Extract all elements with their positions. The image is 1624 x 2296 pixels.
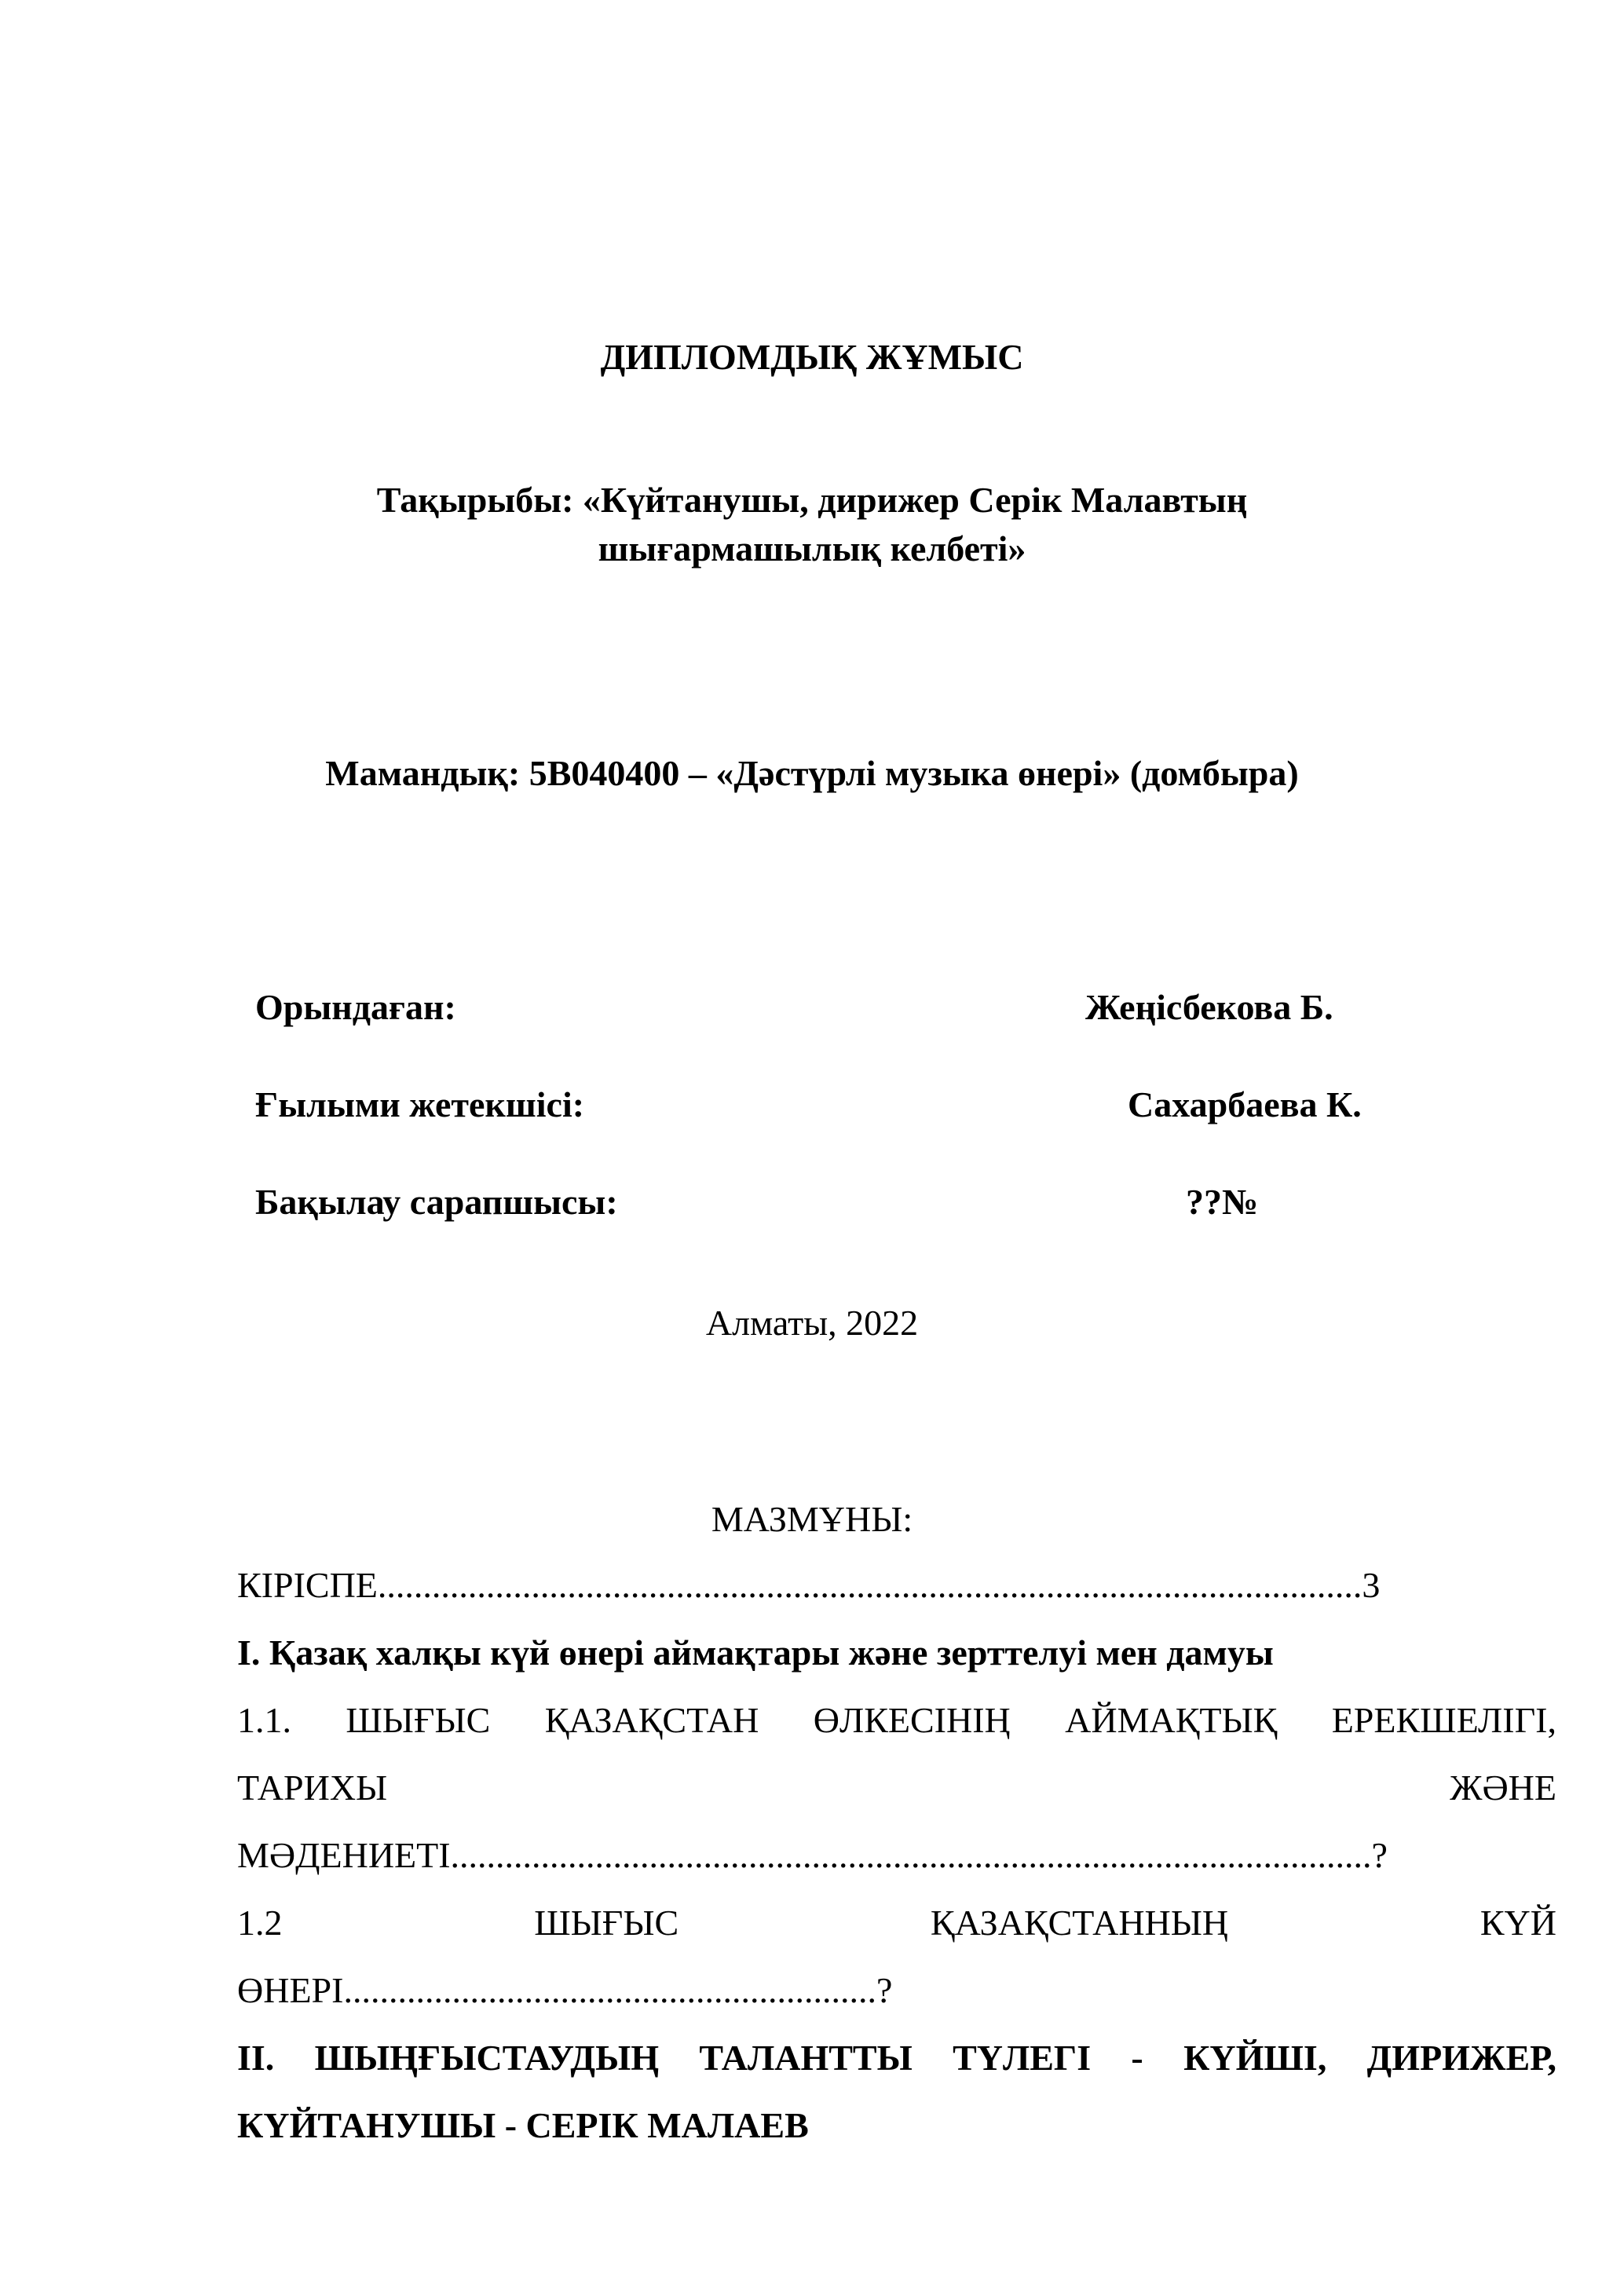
toc-chapter-2-line-2: КҮЙТАНУШЫ - СЕРІК МАЛАЕВ — [237, 2105, 809, 2145]
toc-word: ТАРИХЫ — [237, 1768, 388, 1808]
toc-word: ҚАЗАҚСТАН — [544, 1700, 759, 1740]
supervisor-label: Ғылыми жетекшісі: — [255, 1084, 585, 1124]
toc-word: ӨЛКЕСІНІҢ — [813, 1700, 1011, 1740]
toc-word: КҮЙ — [1480, 1903, 1556, 1943]
toc-chapter-2-line-1 — [237, 2037, 1556, 2078]
toc-word: 1.2 — [237, 1903, 283, 1943]
toc-section-1-1-line-3: МӘДЕНИЕТІ......................................................................................................? — [237, 1835, 1388, 1875]
toc-word: ІІ. — [237, 2038, 275, 2078]
specialty-line: Мамандық: 5В040400 – «Дәстүрлі музыка өнері» (домбыра) — [325, 753, 1299, 793]
toc-word: ШЫҢҒЫСТАУДЫҢ — [314, 2038, 660, 2078]
toc-section-1-2-line-1 — [237, 1902, 1556, 1943]
reviewer-name: ??№ — [1186, 1182, 1259, 1222]
toc-word: ЖӘНЕ — [1450, 1768, 1556, 1808]
toc-word: ШЫҒЫС — [346, 1700, 491, 1740]
document-title: ДИПЛОМДЫҚ ЖҰМЫС — [600, 337, 1024, 377]
topic-line-2: шығармашылық келбеті» — [598, 528, 1026, 569]
toc-section-1-2-line-2: ӨНЕРІ...........................................................? — [237, 1970, 893, 2010]
topic-line-1: Тақырыбы: «Күйтанушы, дирижер Серік Малавтың — [376, 480, 1248, 520]
reviewer-label: Бақылау сарапшысы: — [255, 1182, 618, 1222]
toc-word: ШЫҒЫС — [534, 1903, 679, 1943]
toc-section-1-1-line-2 — [237, 1767, 1556, 1808]
toc-word: ҚАЗАҚСТАННЫҢ — [930, 1903, 1229, 1943]
toc-heading: МАЗМҰНЫ: — [711, 1499, 913, 1539]
toc-word: ТҮЛЕГІ — [953, 2038, 1092, 2078]
toc-intro: КІРІСПЕ.............................................................................................................3 — [237, 1565, 1381, 1605]
toc-section-1-1-line-1 — [237, 1699, 1556, 1741]
toc-word: - — [1131, 2038, 1143, 2078]
toc-word: 1.1. — [237, 1700, 291, 1740]
performer-name: Жеңісбекова Б. — [1085, 987, 1333, 1027]
toc-word: АЙМАҚТЫҚ — [1065, 1700, 1278, 1740]
toc-word: ДИРИЖЕР, — [1366, 2038, 1556, 2078]
toc-word: ТАЛАНТТЫ — [699, 2038, 913, 2078]
city-year: Алматы, 2022 — [705, 1303, 919, 1343]
supervisor-name: Сахарбаева К. — [1128, 1084, 1362, 1124]
toc-chapter-1: І. Қазақ халқы күй өнері аймақтары және зерттелуі мен дамуы — [237, 1632, 1274, 1673]
toc-word: КҮЙШІ, — [1183, 2038, 1327, 2078]
performer-label: Орындаған: — [255, 987, 456, 1027]
toc-word: ЕРЕКШЕЛІГІ, — [1331, 1700, 1556, 1740]
